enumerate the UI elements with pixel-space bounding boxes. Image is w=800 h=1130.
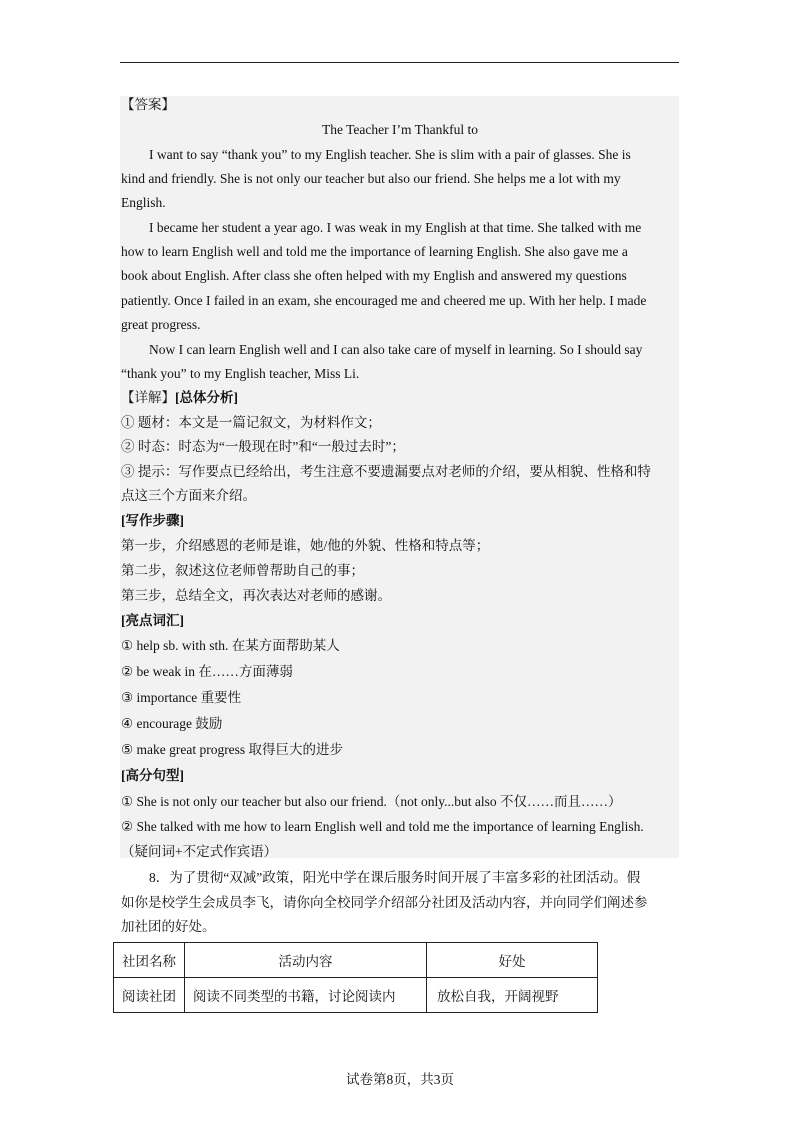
vocab-item: ⑤ make great progress 取得巨大的进步 — [121, 742, 344, 757]
details-heading — [121, 389, 238, 407]
table-cell: 阅读不同类型的书籍，讨论阅读内 — [185, 978, 427, 1013]
vocab-item: ② be weak in 在……方面薄弱 — [121, 664, 293, 679]
vocab-heading: [亮点词汇] — [121, 613, 184, 628]
question-8-text: 加社团的好处。 — [121, 919, 216, 934]
club-table — [113, 942, 598, 1013]
sentence-heading: [高分句型] — [121, 768, 184, 783]
analysis-item: ① 题材：本文是一篇记叙文，为材料作文； — [121, 415, 381, 430]
essay-line: I want to say “thank you” to my English teacher. She is slim with a pair of glasses. She is — [149, 147, 631, 162]
step-item: 第二步，叙述这位老师曾帮助自己的事； — [121, 563, 364, 578]
essay-line: how to learn English well and told me the importance of learning English. She also gave me a — [121, 244, 628, 259]
table-row — [114, 978, 598, 1013]
essay-line: “thank you” to my English teacher, Miss Li. — [121, 366, 360, 381]
table-header-cell: 活动内容 — [185, 943, 427, 978]
step-item: 第一步，介绍感恩的老师是谁，她/他的外貌、性格和特点等； — [121, 538, 490, 553]
analysis-item: ② 时态：时态为“一般现在时”和“一般过去时”； — [121, 439, 405, 454]
essay-line: kind and friendly. She is not only our teacher but also our friend. She helps me a lot with my — [121, 171, 621, 186]
essay-line: book about English. After class she often helped with my English and answered my questions — [121, 268, 627, 283]
page-footer: 试卷第8页，共3页 — [346, 1072, 454, 1087]
sentence-item: ① She is not only our teacher but also our friend.（not only...but also 不仅……而且……） — [121, 794, 622, 809]
table-cell: 阅读社团 — [114, 978, 185, 1013]
essay-line: patiently. Once I failed in an exam, she encouraged me and cheered me up. With her help. I made — [121, 293, 647, 308]
steps-heading: [写作步骤] — [121, 513, 184, 528]
analysis-heading: [总体分析] — [175, 390, 238, 405]
essay-title: The Teacher I’m Thankful to — [322, 122, 478, 137]
essay-line: English. — [121, 195, 166, 210]
details-heading-prefix: 【详解】 — [121, 390, 175, 405]
vocab-item: ① help sb. with sth. 在某方面帮助某人 — [121, 638, 340, 653]
analysis-item: 点这三个方面来介绍。 — [121, 488, 256, 503]
essay-line: Now I can learn English well and I can also take care of myself in learning. So I should say — [149, 342, 643, 357]
vocab-item: ④ encourage 鼓励 — [121, 716, 223, 731]
step-item: 第三步，总结全文，再次表达对老师的感谢。 — [121, 588, 391, 603]
sentence-note: （疑问词+不定式作宾语） — [121, 844, 278, 859]
vocab-item: ③ importance 重要性 — [121, 690, 242, 705]
table-header-cell: 社团名称 — [114, 943, 185, 978]
sentence-item: ② She talked with me how to learn English well and told me the importance of learning English. — [121, 819, 644, 834]
analysis-item: ③ 提示：写作要点已经给出，考生注意不要遗漏要点对老师的介绍，要从相貌、性格和特 — [121, 464, 651, 479]
question-8-text: 8．为了贯彻“双减”政策，阳光中学在课后服务时间开展了丰富多彩的社团活动。假 — [149, 870, 641, 885]
question-8-text: 如你是校学生会成员李飞，请你向全校同学介绍部分社团及活动内容，并向同学们阐述参 — [121, 895, 648, 910]
essay-line: great progress. — [121, 317, 201, 332]
table-header-row — [114, 943, 598, 978]
header-rule — [120, 62, 679, 63]
table-header-cell: 好处 — [427, 943, 598, 978]
essay-line: I became her student a year ago. I was weak in my English at that time. She talked with me — [149, 220, 642, 235]
answer-heading: 【答案】 — [121, 97, 175, 112]
table-cell: 放松自我，开阔视野 — [427, 978, 598, 1013]
